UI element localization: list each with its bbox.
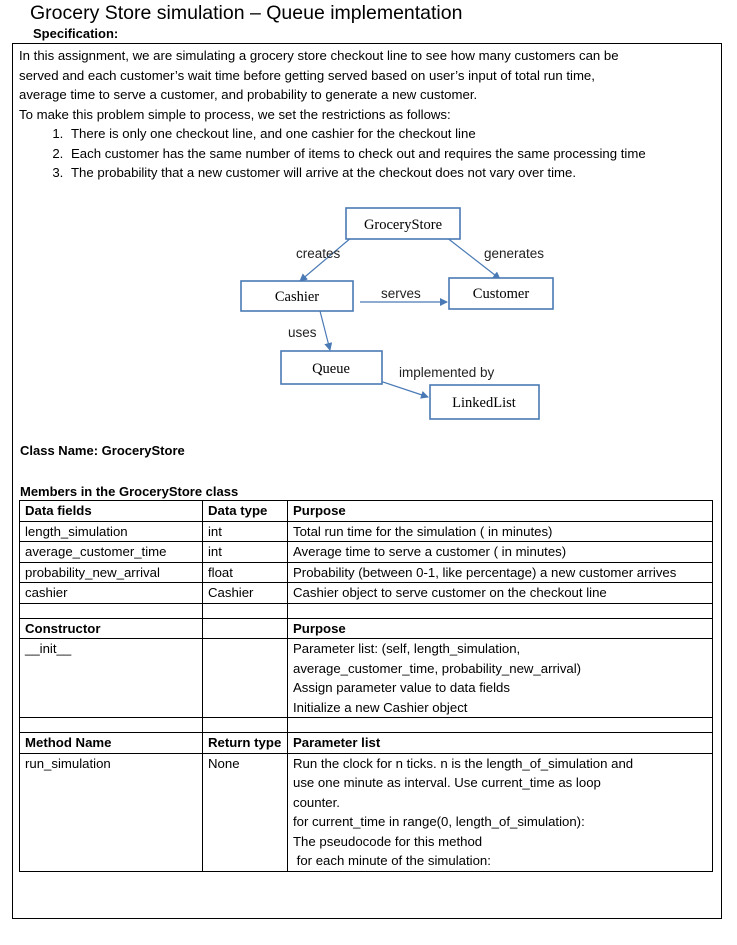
cashier-box-label: Cashier: [274, 289, 320, 305]
method-description: [288, 753, 713, 871]
description-line: use one minute as interval. Use current_time as loop: [293, 775, 601, 790]
table-row: [20, 639, 713, 718]
implemented-by-label: implemented by: [399, 365, 495, 380]
field-type: int: [203, 542, 288, 563]
restriction-item: 1. There is only one checkout line, and one cashier for the checkout line: [67, 124, 719, 144]
class-name-label: Class Name: GroceryStore: [20, 443, 185, 458]
header-cell: Method Name: [20, 733, 203, 754]
spacer-row: [20, 718, 713, 733]
header-cell: Data type: [203, 501, 288, 522]
field-type: int: [203, 521, 288, 542]
header-cell: Purpose: [288, 501, 713, 522]
grocery-store-box: [346, 208, 460, 239]
field-purpose: Probability (between 0-1, like percentage) a new customer arrives: [288, 562, 713, 583]
purpose-line: Initialize a new Cashier object: [293, 699, 468, 715]
header-cell: Constructor: [20, 618, 203, 639]
creates-label: creates: [296, 246, 341, 261]
intro-line: To make this problem simple to process, we set the restrictions as follows:: [19, 106, 451, 122]
table-row: [20, 583, 713, 604]
generates-label: generates: [484, 246, 545, 261]
table-row: [20, 753, 713, 871]
members-table: [19, 500, 713, 872]
description-line: for current_time in range(0, length_of_simulation):: [293, 814, 585, 829]
grocery-store-box-label: GroceryStore: [363, 217, 443, 233]
uses-arrow: [320, 311, 330, 350]
linked-list-box: [430, 385, 539, 419]
field-name: cashier: [20, 583, 203, 604]
field-purpose: Total run time for the simulation ( in minutes): [288, 521, 713, 542]
queue-box: [281, 351, 382, 384]
spacer-row: [20, 603, 713, 618]
table-row: [20, 521, 713, 542]
header-cell: Parameter list: [288, 733, 713, 754]
field-type: float: [203, 562, 288, 583]
intro-line: served and each customer’s wait time before getting served based on user’s input of total run time,: [19, 67, 595, 83]
field-name: probability_new_arrival: [20, 562, 203, 583]
serves-label: serves: [381, 286, 421, 301]
constructor-name: __init__: [20, 639, 203, 718]
members-label: Members in the GroceryStore class: [20, 484, 239, 499]
table-row: [20, 562, 713, 583]
method-name: run_simulation: [20, 753, 203, 871]
field-purpose: Average time to serve a customer ( in minutes): [288, 542, 713, 563]
constructor-purpose: [288, 639, 713, 718]
header-cell: Data fields: [20, 501, 203, 522]
header-cell: Return type: [203, 733, 288, 754]
specification-label: Specification:: [33, 26, 119, 41]
purpose-line: Assign parameter value to data fields: [293, 680, 510, 695]
customer-box-label: Customer: [472, 286, 530, 302]
purpose-line: Parameter list: (self, length_simulation,: [293, 641, 521, 656]
method-return-type: None: [203, 753, 288, 871]
cashier-box: [241, 281, 353, 311]
description-line: for each minute of the simulation:: [293, 853, 491, 868]
field-name: average_customer_time: [20, 542, 203, 563]
page-title: Grocery Store simulation – Queue implementation: [30, 2, 463, 24]
description-line: counter.: [293, 794, 340, 810]
implemented-by-arrow: [380, 381, 428, 397]
queue-box-label: Queue: [312, 361, 350, 377]
field-name: length_simulation: [20, 521, 203, 542]
table-row: [20, 542, 713, 563]
intro-line: In this assignment, we are simulating a grocery store checkout line to see how many customers can be: [19, 48, 619, 63]
description-line: Run the clock for n ticks. n is the length_of_simulation and: [293, 755, 634, 771]
fields-header-row: [20, 501, 713, 522]
constructor-header-row: [20, 618, 713, 639]
uses-label: uses: [288, 325, 317, 340]
customer-box: [449, 278, 553, 309]
restriction-item: 2. Each customer has the same number of items to check out and requires the same processing time: [67, 144, 719, 164]
restriction-item: 3. The probability that a new customer will arrive at the checkout does not vary over time.: [67, 163, 719, 183]
field-type: Cashier: [203, 583, 288, 604]
description-line: The pseudocode for this method: [293, 833, 483, 849]
linked-list-box-label: LinkedList: [452, 395, 516, 411]
intro-line: average time to serve a customer, and probability to generate a new customer.: [19, 87, 478, 102]
header-cell: Purpose: [288, 618, 713, 639]
field-purpose: Cashier object to serve customer on the checkout line: [288, 583, 713, 604]
header-cell: [203, 618, 288, 639]
method-header-row: [20, 733, 713, 754]
purpose-line: average_customer_time, probability_new_arrival): [293, 660, 582, 676]
